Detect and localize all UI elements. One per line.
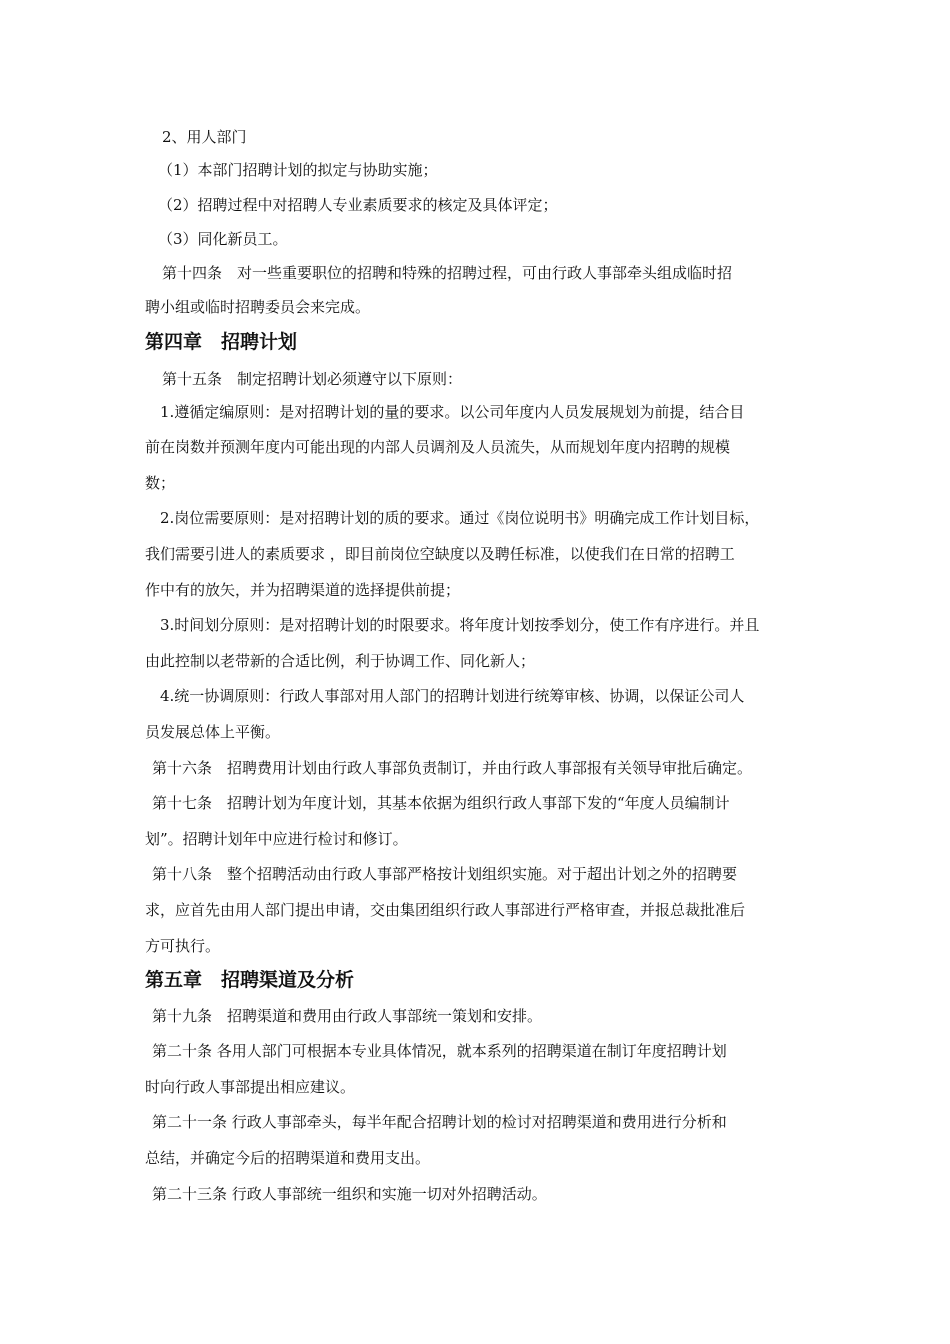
article-line: 第二十一条 行政人事部牵头，每半年配合招聘计划的检讨对招聘渠道和费用进行分析和	[152, 1113, 727, 1131]
article-line: 第十六条 招聘费用计划由行政人事部负责制订，并由行政人事部报有关领导审批后确定。	[152, 759, 753, 777]
article-line: 第十四条 对一些重要职位的招聘和特殊的招聘过程，可由行政人事部牵头组成临时招	[162, 264, 733, 282]
paragraph-line: 由此控制以老带新的合适比例，利于协调工作、同化新人；	[145, 652, 536, 670]
article-line: 总结，并确定今后的招聘渠道和费用支出。	[145, 1149, 431, 1167]
list-item: （3）同化新员工。	[158, 230, 288, 248]
paragraph-line: 1.遵循定编原则：是对招聘计划的量的要求。以公司年度内人员发展规划为前提，结合目	[160, 403, 745, 421]
article-line: 第十五条 制定招聘计划必须遵守以下原则：	[162, 370, 463, 388]
paragraph-line: 3.时间划分原则：是对招聘计划的时限要求。将年度计划按季划分，使工作有序进行。并且	[160, 616, 760, 634]
paragraph-line: 我们需要引进人的素质要求 ，即目前岗位空缺度以及聘任标准，以使我们在日常的招聘工	[145, 545, 735, 563]
article-line: 时向行政人事部提出相应建议。	[145, 1078, 356, 1096]
paragraph-line: 数；	[145, 474, 176, 492]
article-line: 聘小组或临时招聘委员会来完成。	[145, 298, 371, 316]
list-item: （2）招聘过程中对招聘人专业素质要求的核定及具体评定；	[158, 196, 558, 214]
chapter-5-title: 第五章 招聘渠道及分析	[145, 969, 355, 991]
article-line: 划”。招聘计划年中应进行检讨和修订。	[145, 830, 408, 848]
article-line: 求，应首先由用人部门提出申请，交由集团组织行政人事部进行严格审查，并报总裁批准后	[145, 901, 746, 919]
list-item: （1）本部门招聘计划的拟定与协助实施；	[158, 161, 438, 179]
article-line: 第二十三条 行政人事部统一组织和实施一切对外招聘活动。	[152, 1185, 547, 1203]
article-line: 第十八条 整个招聘活动由行政人事部严格按计划组织实施。对于超出计划之外的招聘要	[152, 865, 738, 883]
section-heading: 2、用人部门	[162, 128, 247, 146]
chapter-4-title: 第四章 招聘计划	[145, 331, 298, 353]
paragraph-line: 作中有的放矢，并为招聘渠道的选择提供前提；	[145, 581, 461, 599]
article-line: 第十九条 招聘渠道和费用由行政人事部统一策划和安排。	[152, 1007, 543, 1025]
article-line: 第十七条 招聘计划为年度计划，其基本依据为组织行政人事部下发的“年度人员编制计	[152, 794, 730, 812]
article-line: 第二十条 各用人部门可根据本专业具体情况，就本系列的招聘渠道在制订年度招聘计划	[152, 1042, 727, 1060]
paragraph-line: 前在岗数并预测年度内可能出现的内部人员调剂及人员流失，从而规划年度内招聘的规模	[145, 438, 731, 456]
paragraph-line: 4.统一协调原则：行政人事部对用人部门的招聘计划进行统筹审核、协调，以保证公司人	[160, 687, 745, 705]
paragraph-line: 员发展总体上平衡。	[145, 723, 281, 741]
paragraph-line: 2.岗位需要原则：是对招聘计划的质的要求。通过《岗位说明书》明确完成工作计划目标，	[160, 509, 760, 527]
article-line: 方可执行。	[145, 937, 221, 955]
